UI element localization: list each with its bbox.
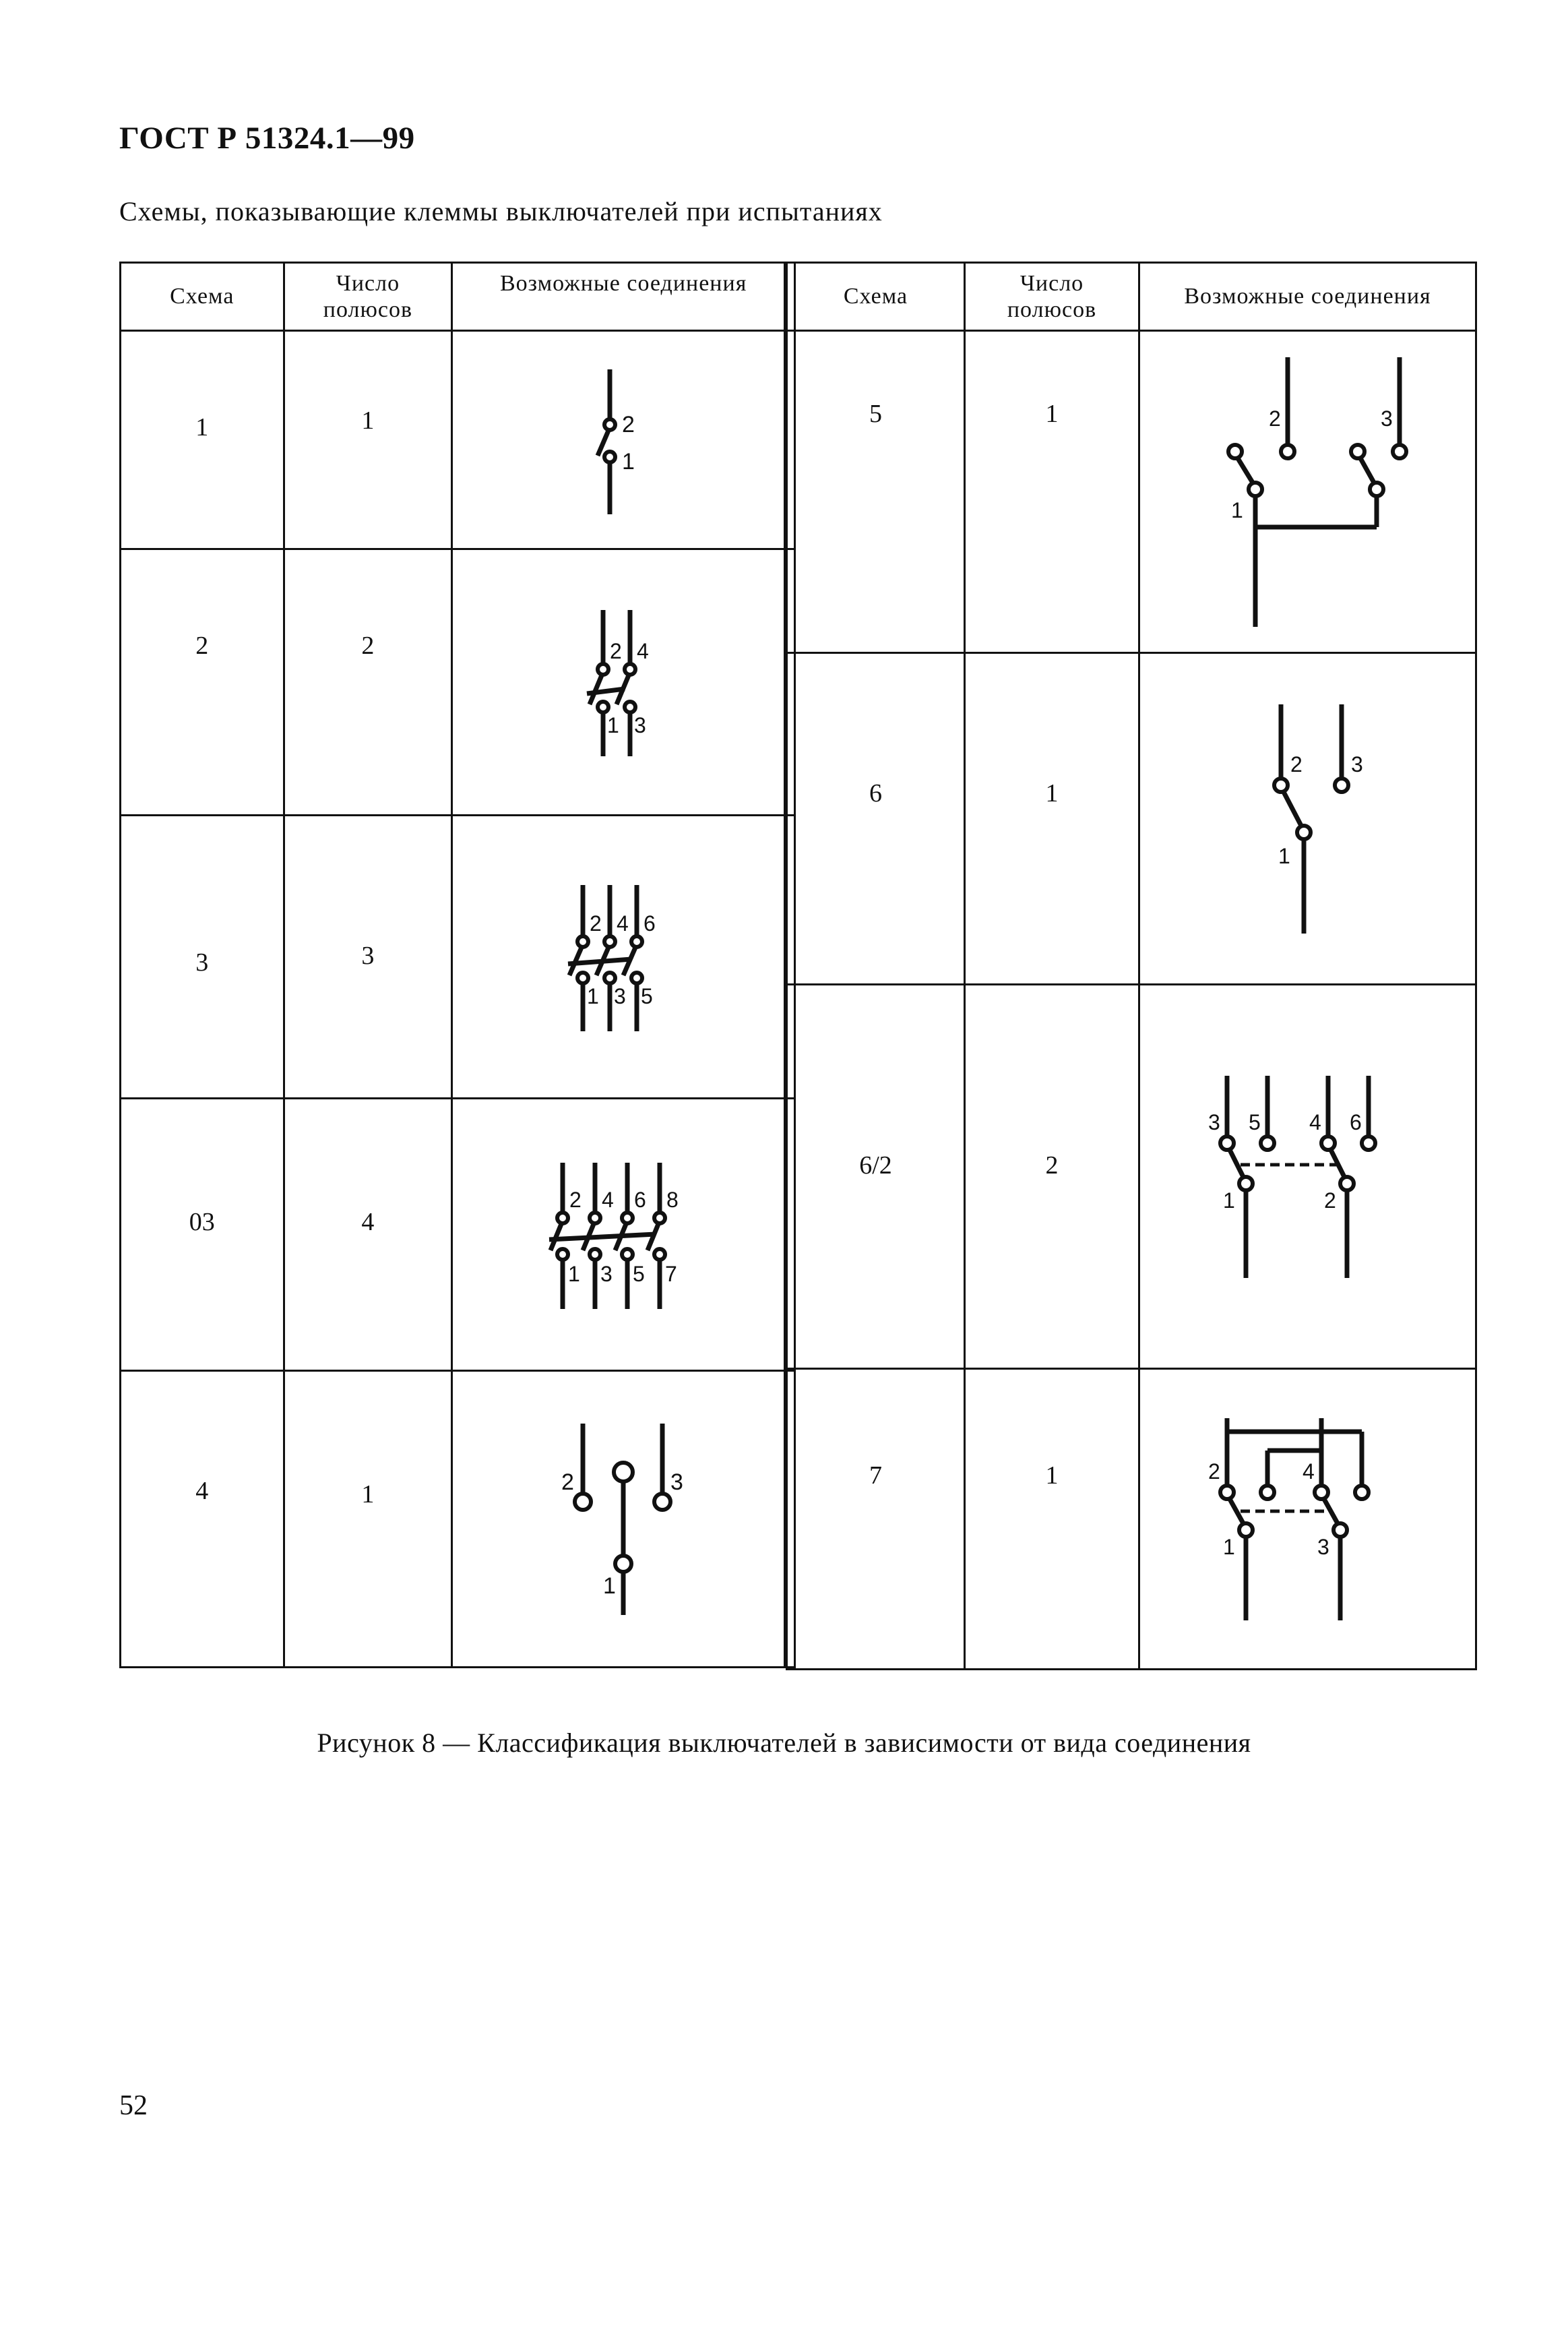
header-poles: [965, 263, 1139, 331]
poles-cell: 2: [284, 549, 452, 816]
poles-cell: 1: [965, 653, 1139, 985]
table-row: [121, 816, 795, 1099]
svg-text:2: 2: [610, 639, 622, 663]
header-schema: Схема: [787, 263, 965, 331]
poles-cell: 4: [284, 1099, 452, 1371]
table-row: [121, 1371, 795, 1668]
svg-text:5: 5: [641, 983, 653, 1008]
header-poles-line1: Число: [1020, 270, 1084, 296]
connection-diagram-cell: [452, 331, 795, 549]
header-poles: [284, 263, 452, 331]
svg-text:1: 1: [622, 448, 635, 475]
svg-text:2: 2: [1208, 1459, 1220, 1484]
svg-text:4: 4: [602, 1187, 614, 1212]
connection-diagram-cell: [1139, 331, 1476, 653]
poles-cell: 1: [284, 1371, 452, 1668]
svg-text:3: 3: [634, 713, 646, 737]
schema-cell: 5: [787, 331, 965, 653]
header-poles-line2: полюсов: [1007, 297, 1097, 322]
header-connections: Возможные соединения: [1139, 263, 1476, 331]
connection-diagram-cell: [452, 1371, 795, 1668]
table-row: [787, 985, 1476, 1369]
schema-cell: 3: [121, 816, 284, 1099]
svg-text:5: 5: [1248, 1109, 1261, 1134]
connection-diagram-cell: [452, 816, 795, 1099]
svg-text:3: 3: [1380, 406, 1393, 431]
connection-diagram-cell: [452, 549, 795, 816]
poles-cell: 3: [284, 816, 452, 1099]
svg-text:1: 1: [1230, 497, 1243, 522]
svg-text:2: 2: [569, 1187, 582, 1212]
header-poles-line2: полюсов: [323, 297, 413, 322]
svg-text:3: 3: [670, 1469, 684, 1495]
switch-diagram-1: [583, 363, 664, 518]
svg-text:4: 4: [637, 639, 649, 663]
svg-text:6: 6: [644, 911, 656, 936]
schema-cell: 6: [787, 653, 965, 985]
svg-text:3: 3: [600, 1261, 613, 1286]
svg-text:2: 2: [1323, 1188, 1336, 1213]
svg-text:3: 3: [1350, 752, 1363, 776]
left-schemes-table: [119, 262, 796, 1668]
figure-caption: Рисунок 8 — Классификация выключателей в зависимости от вида соединения: [317, 1728, 1251, 1758]
switch-diagram-3: [556, 880, 691, 1035]
table-row: [787, 331, 1476, 653]
svg-text:3: 3: [1208, 1109, 1220, 1134]
schema-cell: 1: [121, 331, 284, 549]
schema-cell: 6/2: [787, 985, 965, 1369]
switch-diagram-7: [1200, 1411, 1416, 1627]
svg-text:2: 2: [1290, 752, 1303, 776]
poles-cell: 1: [284, 331, 452, 549]
svg-text:5: 5: [633, 1261, 645, 1286]
header-connections: Возможные соединения: [452, 263, 795, 331]
table-row: [121, 1099, 795, 1371]
switch-diagram-03: [542, 1157, 704, 1312]
table-row: [787, 1369, 1476, 1670]
svg-text:2: 2: [590, 911, 602, 936]
svg-text:1: 1: [603, 1573, 617, 1599]
svg-text:1: 1: [1278, 843, 1290, 868]
svg-text:7: 7: [665, 1261, 677, 1286]
schema-cell: 7: [787, 1369, 965, 1670]
table-row: [121, 549, 795, 816]
svg-text:2: 2: [561, 1469, 575, 1495]
switch-diagram-6: [1241, 698, 1375, 940]
connection-diagram-cell: [1139, 1369, 1476, 1670]
svg-text:1: 1: [1222, 1534, 1235, 1559]
svg-text:3: 3: [1317, 1534, 1329, 1559]
svg-text:2: 2: [622, 411, 635, 437]
switch-diagram-6-2: [1200, 1069, 1416, 1285]
svg-text:6: 6: [1349, 1109, 1362, 1134]
poles-cell: 2: [965, 985, 1139, 1369]
connection-diagram-cell: [452, 1099, 795, 1371]
poles-cell: 1: [965, 331, 1139, 653]
svg-text:1: 1: [1222, 1188, 1235, 1213]
svg-text:1: 1: [607, 713, 619, 737]
page-number: 52: [119, 2090, 148, 2121]
schema-cell: 2: [121, 549, 284, 816]
connection-diagram-cell: [1139, 985, 1476, 1369]
svg-text:6: 6: [634, 1187, 646, 1212]
svg-text:4: 4: [1302, 1459, 1315, 1484]
svg-text:4: 4: [1309, 1109, 1321, 1134]
switch-diagram-4: [556, 1418, 691, 1620]
table-row: [787, 653, 1476, 985]
switch-diagram-5: [1200, 350, 1416, 634]
svg-text:2: 2: [1268, 406, 1281, 431]
header-schema: Схема: [121, 263, 284, 331]
schema-cell: 03: [121, 1099, 284, 1371]
schema-cell: 4: [121, 1371, 284, 1668]
connection-diagram-cell: [1139, 653, 1476, 985]
svg-text:4: 4: [617, 911, 629, 936]
poles-cell: 1: [965, 1369, 1139, 1670]
standard-designation: ГОСТ Р 51324.1—99: [119, 121, 415, 156]
right-schemes-table: [786, 262, 1477, 1670]
switch-diagram-2: [569, 605, 677, 760]
svg-text:3: 3: [614, 983, 626, 1008]
figure-subtitle: Схемы, показывающие клеммы выключателей при испытаниях: [119, 196, 883, 226]
svg-text:1: 1: [587, 983, 599, 1008]
header-poles-line1: Число: [336, 270, 400, 296]
table-row: [121, 331, 795, 549]
svg-text:1: 1: [568, 1261, 580, 1286]
svg-text:8: 8: [666, 1187, 679, 1212]
